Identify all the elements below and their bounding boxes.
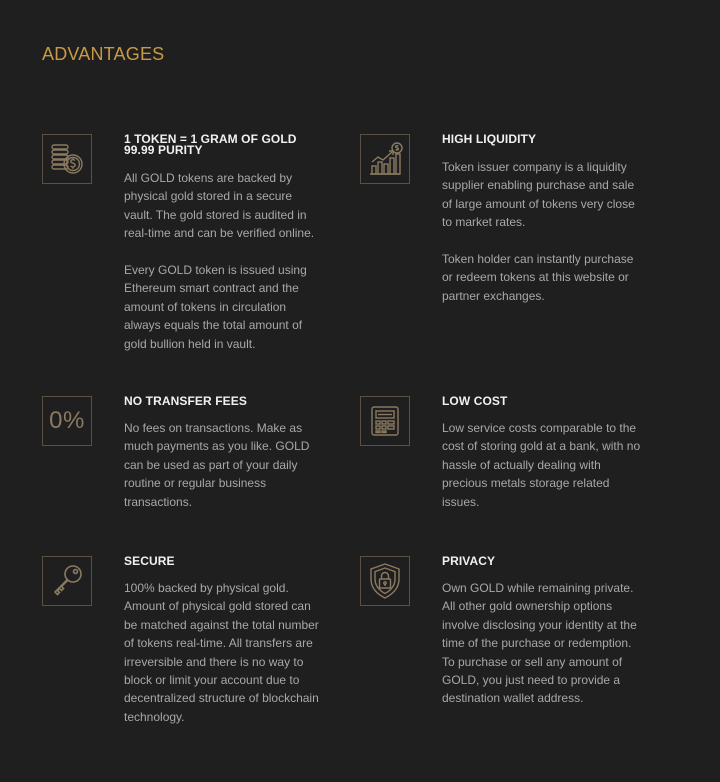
feature-paragraph: 100% backed by physical gold. Amount of physical gold stored can be matched against the total number of tokens real-time. All transfers are irreversible and there is no way to block or limit your account due to decentralized structure of blockchain technology.: [124, 581, 319, 724]
feature-title: PRIVACY: [442, 554, 496, 568]
feature-description: [124, 579, 324, 726]
feature-description: [124, 169, 324, 353]
feature-description: [442, 579, 642, 708]
feature-title: SECURE: [124, 554, 175, 568]
growth-chart-icon: [360, 134, 410, 184]
feature-paragraph: All GOLD tokens are backed by physical gold stored in a secure vault. The gold stored is audited in real-time and can be verified online.: [124, 171, 315, 241]
feature-description: [124, 419, 324, 511]
feature-title: HIGH LIQUIDITY: [442, 132, 537, 146]
feature-paragraph: Own GOLD while remaining private. All other gold ownership options involve disclosing your identity at the time of the purchase or redemption. To purchase or sell any amount of GOLD, you just need to provide a destination wallet address.: [442, 581, 637, 706]
feature-paragraph: Every GOLD token is issued using Ethereum smart contract and the amount of tokens in circulation always equals the total amount of gold bullion held in vault.: [124, 263, 307, 351]
feature-title: NO TRANSFER FEES: [124, 394, 247, 408]
feature-paragraph: Token holder can instantly purchase or redeem tokens at this website or partner exchanges.: [442, 252, 634, 303]
feature-title: LOW COST: [442, 394, 508, 408]
feature-paragraph: Token issuer company is a liquidity supplier enabling purchase and sale of large amount of tokens very close to market rates.: [442, 160, 635, 230]
zero-percent-icon: [42, 396, 92, 446]
zero-percent-label: 0%: [49, 407, 85, 434]
feature-description: [442, 419, 642, 511]
key-icon: [42, 556, 92, 606]
gold-coins-icon: [42, 134, 92, 184]
shield-lock-icon: [360, 556, 410, 606]
section-title: ADVANTAGES: [42, 44, 165, 64]
feature-description: [442, 158, 642, 305]
feature-title: 1 TOKEN = 1 GRAM OF GOLD 99.99 PURITY: [124, 132, 297, 157]
feature-paragraph: Low service costs comparable to the cost of storing gold at a bank, with no hassle of actually dealing with precious metals storage related issues.: [442, 421, 641, 509]
feature-paragraph: No fees on transactions. Make as much payments as you like. GOLD can be used as part of your daily routine or regular business transactions.: [124, 421, 310, 509]
calculator-icon: [360, 396, 410, 446]
